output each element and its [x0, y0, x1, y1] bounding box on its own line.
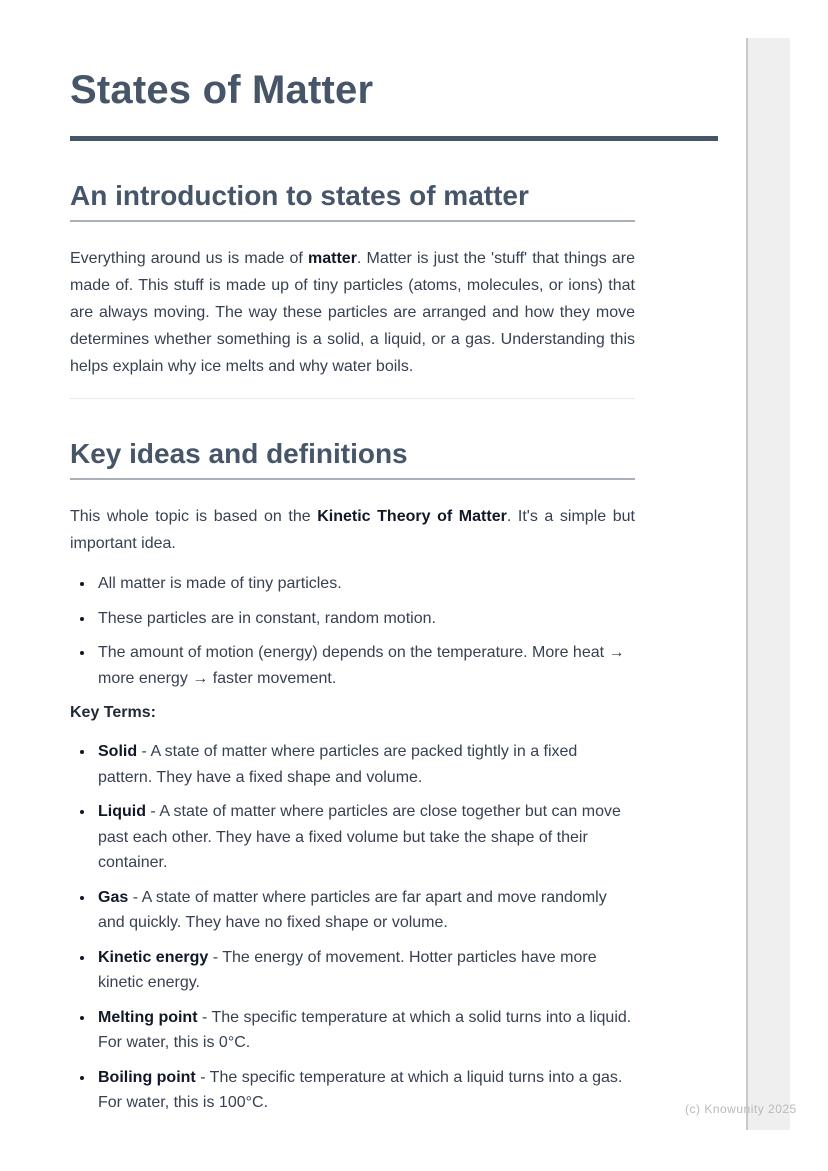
scrollbar-track[interactable] [746, 38, 790, 1130]
term-item [95, 799, 635, 876]
page-title: States of Matter [70, 68, 374, 112]
term-definition: - A state of matter where particles are packed tightly in a fixed pattern. They have a fixed shape and volume. [98, 743, 578, 786]
intro-paragraph: Everything around us is made of matter. Matter is just the 'stuff' that things are made of. This stuff is made up of tiny particles (atoms, molecules, or ions) that are always moving. The way these particles are arranged and how they move determines whether something is a solid, a liquid, or a gas. Understanding this helps explain why ice melts and why water boils. [70, 250, 636, 375]
key-ideas-paragraph: This whole topic is based on the Kinetic Theory of Matter. It's a simple but important idea. [70, 508, 635, 552]
watermark: (c) Knowunity 2025 [685, 1102, 797, 1116]
term-item [95, 885, 635, 936]
term-name: Boiling point [98, 1068, 196, 1086]
term-name: Kinetic energy [98, 948, 209, 966]
list-item-text: The amount of motion (energy) depends on the temperature. More heat → more energy → faster movement. [98, 644, 625, 687]
list-item [95, 571, 635, 597]
key-ideas-list [70, 571, 635, 691]
list-item-text: These particles are in constant, random motion. [98, 609, 436, 627]
key-terms-list [70, 739, 635, 1116]
term-definition: - The specific temperature at which a solid turns into a liquid. For water, this is 0°C. [98, 1008, 632, 1051]
section-introduction [70, 179, 718, 399]
term-definition: - A state of matter where particles are far apart and move randomly and quickly. They have no fixed shape or volume. [98, 888, 607, 931]
list-item [95, 640, 635, 691]
intro-heading: An introduction to states of matter [70, 180, 529, 211]
list-item-text: All matter is made of tiny particles. [98, 575, 342, 592]
section-divider [70, 398, 635, 399]
term-item [95, 1005, 635, 1056]
term-definition: - The specific temperature at which a liquid turns into a gas. For water, this is 100°C. [98, 1068, 623, 1111]
term-name: Gas [98, 888, 129, 906]
key-ideas-heading: Key ideas and definitions [70, 438, 408, 469]
intro-heading-rule [70, 220, 635, 222]
title-rule [70, 136, 718, 141]
document-content [70, 0, 718, 1125]
list-item [95, 606, 635, 632]
term-item [95, 945, 635, 996]
term-item [95, 1065, 635, 1116]
key-ideas-heading-rule [70, 478, 635, 480]
key-terms-label: Key Terms: [70, 704, 156, 721]
term-definition: - The energy of movement. Hotter particles have more kinetic energy. [98, 948, 597, 991]
term-name: Solid [98, 743, 138, 760]
term-definition: - A state of matter where particles are close together but can move past each other. They have a fixed volume but take the shape of their container. [98, 803, 621, 871]
section-key-ideas [70, 437, 718, 1116]
term-item [95, 739, 635, 790]
term-name: Liquid [98, 803, 146, 820]
term-name: Melting point [98, 1008, 198, 1026]
